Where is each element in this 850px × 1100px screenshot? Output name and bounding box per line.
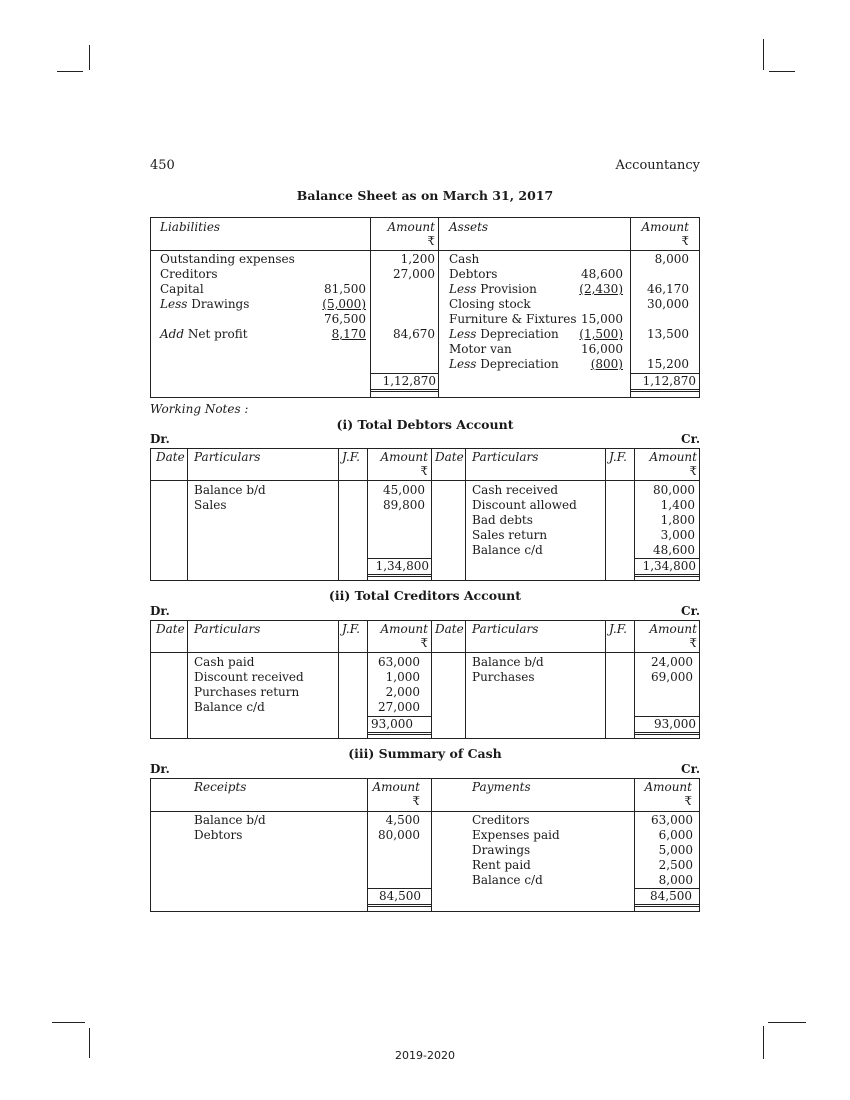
ledger-entry-particulars: Balance b/d [194,483,266,497]
debit-total: 93,000 [368,716,432,735]
furniture-value: 15,000 [581,312,623,326]
jf-header: J.F. [342,622,360,636]
ledger-entry-particulars: Discount received [194,670,304,684]
ledger-entry-amount: 1,800 [660,513,695,527]
amount-header: Amount [380,622,428,636]
ledger-entry-particulars: Discount allowed [472,498,577,512]
depreciation-label: Depreciation [476,327,559,341]
debit-total: 1,34,800 [368,558,432,577]
outstanding-expenses-label: Outstanding expenses [160,252,295,266]
furniture-label: Furniture & Fixtures [449,312,577,326]
provision-line [449,282,537,297]
drawings-line [160,297,249,312]
amount-header: Amount [641,220,689,234]
ledger-entry-particulars: Cash paid [194,655,255,669]
furniture-amount: 13,500 [647,327,689,341]
ledger-entry-particulars: Creditors [472,813,530,827]
ledger-entry-amount: 63,000 [651,813,693,827]
rupee-icon: ₹ [684,794,692,808]
amount-header: Amount [380,450,428,464]
debtors-amount: 46,170 [647,282,689,296]
add-prefix: Add [160,327,185,341]
ledger-entry-amount: 48,600 [653,543,695,557]
motor-van-label: Motor van [449,342,512,356]
ledger-entry-particulars: Sales [194,498,227,512]
less-prefix: Less [449,357,477,371]
rupee-icon: ₹ [689,464,697,478]
motor-depreciation-value: (800) [590,357,623,371]
ledger-entry-amount: 1,000 [385,670,420,684]
capital-amount: 84,670 [393,327,435,341]
drawings-value: (5,000) [322,297,366,311]
rupee-icon: ₹ [681,234,689,248]
debtors-account-title: (i) Total Debtors Account [336,417,514,432]
ledger-entry-particulars: Balance c/d [472,543,543,557]
ledger-entry-particulars: Sales return [472,528,548,542]
ledger-entry-amount: 5,000 [658,843,693,857]
debtors-label: Debtors [449,267,498,281]
capital-label: Capital [160,282,204,296]
crop-mark [763,39,764,70]
ledger-entry-amount: 69,000 [651,670,693,684]
ledger-entry-amount: 2,000 [385,685,420,699]
liabilities-total: 1,12,870 [371,373,439,392]
date-header: Date [435,450,464,464]
ledger-entry-particulars: Cash received [472,483,559,497]
depreciation-line [449,357,559,372]
ledger-entry-amount: 63,000 [378,655,420,669]
ledger-entry-particulars: Balance c/d [472,873,543,887]
drawings-label: Drawings [187,297,250,311]
date-header: Date [156,450,185,464]
net-profit-value: 8,170 [331,327,366,341]
crop-mark [57,71,83,72]
balance-sheet-title: Balance Sheet as on March 31, 2017 [296,188,554,203]
less-prefix: Less [449,327,477,341]
capital-value: 81,500 [324,282,366,296]
ledger-entry-amount: 4,500 [385,813,420,827]
ledger-entry-particulars: Drawings [472,843,531,857]
rupee-icon: ₹ [689,636,697,650]
motor-van-value: 16,000 [581,342,623,356]
ledger-entry-amount: 27,000 [378,700,420,714]
footer-year: 2019-2020 [395,1049,455,1062]
amount-header: Amount [644,780,692,794]
net-profit-line [160,327,248,342]
ledger-entry-amount: 89,800 [383,498,425,512]
creditors-amount: 27,000 [393,267,435,281]
cr-label: Cr. [681,432,700,446]
amount-header: Amount [372,780,420,794]
particulars-header: Particulars [194,450,261,464]
receipts-total: 84,500 [368,888,432,907]
ledger-entry-particulars: Balance b/d [472,655,544,669]
cr-label: Cr. [681,762,700,776]
particulars-header: Particulars [472,622,539,636]
balance-sheet-table [150,217,700,398]
liabilities-header: Liabilities [160,220,221,234]
motor-van-amount: 15,200 [647,357,689,371]
jf-header: J.F. [609,622,627,636]
less-prefix: Less [449,282,477,296]
ledger-entry-amount: 45,000 [383,483,425,497]
creditors-account-table [150,620,700,739]
net-profit-label: Net profit [184,327,248,341]
assets-total: 1,12,870 [631,373,699,392]
ledger-entry-amount: 2,500 [658,858,693,872]
rupee-icon: ₹ [420,464,428,478]
assets-header: Assets [449,220,489,234]
rupee-icon: ₹ [427,234,435,248]
crop-mark [769,71,795,72]
particulars-header: Particulars [472,450,539,464]
creditors-account-title: (ii) Total Creditors Account [328,588,522,603]
cash-label: Cash [449,252,480,266]
capital-subtotal: 76,500 [324,312,366,326]
ledger-entry-particulars: Purchases [472,670,535,684]
date-header: Date [156,622,185,636]
debtors-value: 48,600 [581,267,623,281]
less-prefix: Less [160,297,188,311]
cash-summary-table [150,778,700,912]
ledger-entry-particulars: Purchases return [194,685,300,699]
debtors-account-table [150,448,700,581]
payments-total: 84,500 [635,888,699,907]
jf-header: J.F. [342,450,360,464]
rupee-icon: ₹ [420,636,428,650]
amount-header: Amount [649,450,697,464]
ledger-entry-amount: 3,000 [660,528,695,542]
depreciation-line [449,327,559,342]
crop-mark [89,45,90,70]
date-header: Date [435,622,464,636]
provision-value: (2,430) [579,282,623,296]
payments-header: Payments [472,780,531,794]
ledger-entry-particulars: Balance c/d [194,700,265,714]
closing-stock-amount: 30,000 [647,297,689,311]
provision-label: Provision [476,282,537,296]
ledger-entry-amount: 24,000 [651,655,693,669]
ledger-entry-particulars: Bad debts [472,513,533,527]
ledger-entry-amount: 8,000 [658,873,693,887]
crop-mark [768,1022,806,1023]
amount-header: Amount [387,220,435,234]
book-title: Accountancy [615,158,700,173]
ledger-entry-particulars: Debtors [194,828,243,842]
cash-summary-title: (iii) Summary of Cash [348,746,502,761]
ledger-entry-amount: 80,000 [378,828,420,842]
dr-label: Dr. [150,604,170,618]
ledger-entry-amount: 80,000 [653,483,695,497]
ledger-entry-particulars: Balance b/d [194,813,266,827]
ledger-entry-particulars: Expenses paid [472,828,560,842]
credit-total: 93,000 [635,716,699,735]
ledger-entry-amount: 1,400 [660,498,695,512]
depreciation-label: Depreciation [476,357,559,371]
ledger-entry-amount: 6,000 [658,828,693,842]
dr-label: Dr. [150,762,170,776]
jf-header: J.F. [609,450,627,464]
cr-label: Cr. [681,604,700,618]
dr-label: Dr. [150,432,170,446]
receipts-header: Receipts [194,780,247,794]
outstanding-expenses-amount: 1,200 [400,252,435,266]
closing-stock-label: Closing stock [449,297,531,311]
particulars-header: Particulars [194,622,261,636]
page-number: 450 [150,158,175,173]
credit-total: 1,34,800 [635,558,699,577]
amount-header: Amount [649,622,697,636]
ledger-entry-particulars: Rent paid [472,858,531,872]
cash-amount: 8,000 [654,252,689,266]
crop-mark [52,1022,85,1023]
rupee-icon: ₹ [412,794,420,808]
working-notes-label: Working Notes : [150,402,249,416]
creditors-label: Creditors [160,267,218,281]
furniture-depreciation-value: (1,500) [579,327,623,341]
